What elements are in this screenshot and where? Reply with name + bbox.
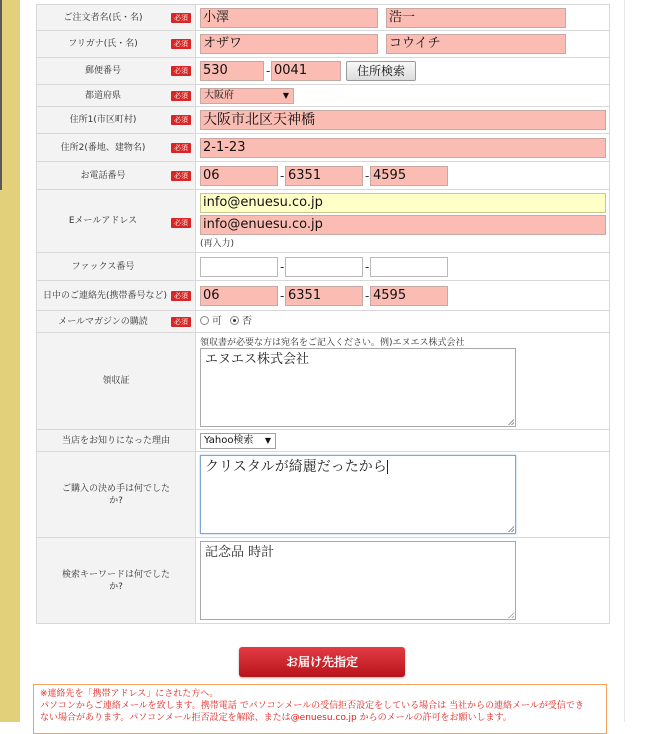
magazine-label: メールマガジンの購読 xyxy=(58,316,148,327)
email-label: Eメールアドレス xyxy=(68,216,138,226)
row-magazine xyxy=(37,311,610,333)
last-name-input[interactable]: 小澤 xyxy=(200,8,378,28)
kana-label: フリガナ(氏・名) xyxy=(68,39,138,49)
email-input[interactable]: info@enuesu.co.jp xyxy=(200,193,606,213)
reenter-note: (再入力) xyxy=(200,239,235,249)
required-badge: 必須 xyxy=(171,115,191,125)
text-cursor xyxy=(387,460,388,474)
mobile-address-notice xyxy=(33,684,607,734)
chevron-down-icon: ▼ xyxy=(282,91,289,100)
fax-part2-input[interactable] xyxy=(285,257,363,277)
daytime-label: 日中のご連絡先(携帯番号など) xyxy=(42,290,168,301)
radio-on-icon xyxy=(230,316,239,325)
radio-off-icon xyxy=(200,316,209,325)
required-badge: 必須 xyxy=(171,218,191,228)
fax-part1-input[interactable] xyxy=(200,257,278,277)
receipt-textarea[interactable] xyxy=(200,348,516,427)
reason-value: クリスタルが綺麗だったから xyxy=(205,459,387,475)
prefecture-label: 都道府県 xyxy=(84,90,121,101)
receipt-hint: 領収書が必要な方は宛名をご記入ください。例)エヌエス株式会社 xyxy=(200,338,465,348)
row-name xyxy=(37,5,610,31)
left-decor-strip xyxy=(0,0,20,722)
phone-part2-input[interactable]: 6351 xyxy=(285,166,363,186)
required-badge: 必須 xyxy=(171,13,191,23)
daytime-part1-input[interactable]: 06 xyxy=(200,286,278,306)
receipt-label: 領収証 xyxy=(102,376,130,386)
first-kana-input[interactable]: コウイチ xyxy=(386,34,566,54)
daytime-part3-input[interactable]: 4595 xyxy=(370,286,448,306)
email-confirm-input[interactable]: info@enuesu.co.jp xyxy=(200,215,606,235)
right-border-line xyxy=(624,0,625,722)
left-dark-edge xyxy=(0,0,2,190)
daytime-dash: - xyxy=(365,289,370,303)
magazine-no-label: 否 xyxy=(242,315,252,327)
required-badge: 必須 xyxy=(171,66,191,76)
resize-grip-icon[interactable] xyxy=(508,419,514,425)
receipt-value: エヌエス株式会社 xyxy=(205,352,310,367)
order-form-table xyxy=(36,4,610,624)
zip-part2-input[interactable]: 0041 xyxy=(271,61,341,81)
address-search-button[interactable]: 住所検索 xyxy=(346,61,416,81)
name-label-cell xyxy=(37,5,196,31)
zip-dash: - xyxy=(266,64,271,78)
row-reason xyxy=(37,452,610,538)
row-address1 xyxy=(37,107,610,134)
magazine-yes-radio[interactable] xyxy=(200,316,222,328)
row-keyword xyxy=(37,538,610,624)
resize-grip-icon[interactable] xyxy=(508,526,514,532)
fax-dash: - xyxy=(365,260,370,274)
phone-dash: - xyxy=(280,169,285,183)
fax-label: ファックス番号 xyxy=(71,261,135,272)
daytime-dash: - xyxy=(280,289,285,303)
reason-textarea[interactable] xyxy=(200,455,516,534)
row-receipt xyxy=(37,333,610,430)
row-kana xyxy=(37,31,610,58)
required-badge: 必須 xyxy=(171,39,191,49)
prefecture-value: 大阪府 xyxy=(204,90,234,101)
notice-line-2: パソコンからご連絡メールを致します。携帯電話 でパソコンメールの受信拒否設定をしている場合は 当社からの連絡メールが受信でき xyxy=(40,701,584,711)
row-address2 xyxy=(37,134,610,162)
last-kana-input[interactable]: オザワ xyxy=(200,34,378,54)
daytime-part2-input[interactable]: 6351 xyxy=(285,286,363,306)
row-email xyxy=(37,190,610,253)
zip-part1-input[interactable]: 530 xyxy=(200,61,264,81)
row-zip xyxy=(37,58,610,85)
row-daytime-contact xyxy=(37,281,610,311)
name-label: ご注文者名(氏・名) xyxy=(63,12,143,23)
required-badge: 必須 xyxy=(171,291,191,301)
required-badge: 必須 xyxy=(171,91,191,101)
required-badge: 必須 xyxy=(171,317,191,327)
row-phone xyxy=(37,162,610,190)
required-badge: 必須 xyxy=(171,171,191,181)
source-value: Yahoo検索 xyxy=(204,435,254,446)
notice-line-3: ない場合があります。パソコンメール拒否設定を解除、または@enuesu.co.jp からのメールの許可をお願いします。 xyxy=(40,713,512,723)
fax-dash: - xyxy=(280,260,285,274)
notice-line-1: ※連絡先を「携帯アドレス」にされた方へ。 xyxy=(40,689,219,699)
chevron-down-icon: ▼ xyxy=(264,436,271,445)
resize-grip-icon[interactable] xyxy=(508,612,514,618)
address2-label: 住所2(番地、建物名) xyxy=(60,142,146,153)
source-select[interactable] xyxy=(200,433,276,449)
keyword-textarea[interactable] xyxy=(200,541,516,620)
fax-part3-input[interactable] xyxy=(370,257,448,277)
address2-input[interactable]: 2-1-23 xyxy=(200,138,606,158)
phone-dash: - xyxy=(365,169,370,183)
zip-label: 郵便番号 xyxy=(84,66,121,76)
row-fax xyxy=(37,253,610,281)
source-label: 当店をお知りになった理由 xyxy=(61,435,170,446)
phone-label: お電話番号 xyxy=(80,170,126,181)
prefecture-select[interactable] xyxy=(200,88,294,104)
row-source xyxy=(37,430,610,452)
keyword-value: 記念品 時計 xyxy=(205,545,275,560)
address1-label: 住所1(市区町村) xyxy=(69,115,137,125)
row-prefecture xyxy=(37,85,610,107)
reason-label: ご購入の決め手は何でしたか? xyxy=(61,483,170,506)
delivery-destination-button[interactable]: お届け先指定 xyxy=(239,647,405,677)
address1-input[interactable]: 大阪市北区天神橋 xyxy=(200,110,606,130)
phone-part1-input[interactable]: 06 xyxy=(200,166,278,186)
first-name-input[interactable]: 浩一 xyxy=(386,8,566,28)
magazine-yes-label: 可 xyxy=(212,315,222,327)
required-badge: 必須 xyxy=(171,143,191,153)
keyword-label: 検索キーワードは何でしたか? xyxy=(61,569,170,592)
magazine-no-radio[interactable] xyxy=(230,316,252,328)
phone-part3-input[interactable]: 4595 xyxy=(370,166,448,186)
